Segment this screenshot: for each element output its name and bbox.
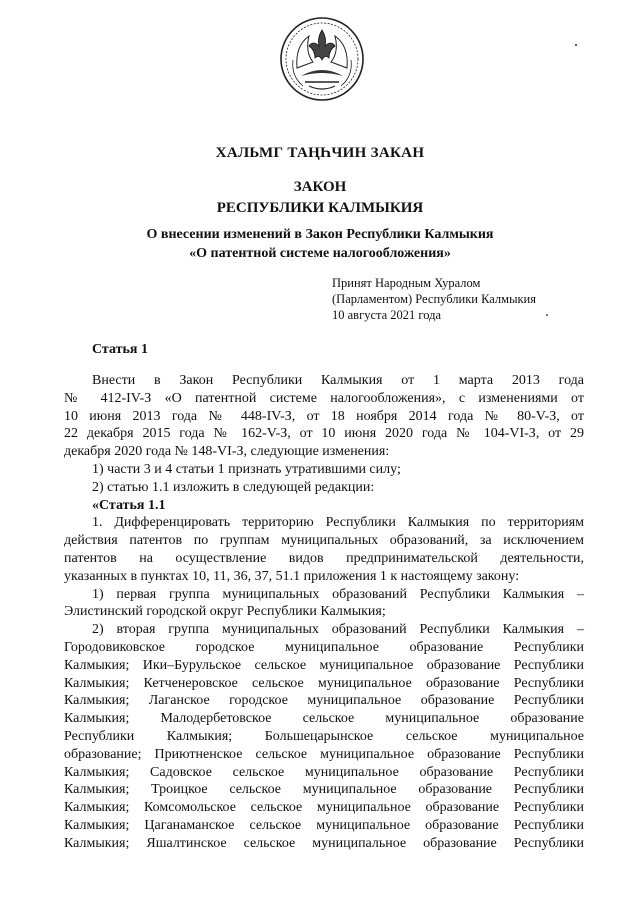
law-subject-line-2: «О патентной системе налогообложения» [189, 246, 451, 261]
text-line: декабря 2020 года № 148-VI-З, следующие изменения: [64, 444, 390, 460]
adoption-line-1: Принят Народным Хуралом [332, 276, 481, 290]
text-line: Элистинский городской округ Республики Калмыкия; [64, 604, 386, 620]
text-line: Калмыкия; Комсомольское сельское муниципальное образование Республики [64, 800, 584, 816]
article-heading: Статья 1 [92, 342, 148, 357]
law-subject-line-1: О внесении изменений в Закон Республики Калмыкия [146, 227, 494, 242]
adoption-note [332, 275, 536, 323]
text-line: Городовиковское городское муниципальное образование Республики [64, 639, 584, 655]
list-item: 2) статью 1.1 изложить в следующей редакции: [92, 479, 375, 495]
text-line: 22 декабря 2015 года № 162-V-З, от 10 июня 2020 года № 104-VI-З, от 29 [64, 426, 584, 442]
text-line: Калмыкия; Ики–Бурульское сельское муниципальное образование Республики [64, 657, 584, 673]
scan-speck [575, 44, 577, 46]
text-line: Калмыкия; Кетченеровское сельское муниципальное образование Республики [64, 675, 584, 691]
article-body [64, 372, 584, 853]
law-title-line-2: РЕСПУБЛИКИ КАЛМЫКИЯ [216, 200, 424, 216]
list-item: 1) первая группа муниципальных образований Республики Калмыкия – [92, 586, 584, 602]
text-line: 10 июня 2013 года № 448-IV-З, от 18 ноября 2014 года № 80-V-З, от [64, 408, 584, 424]
list-item: 2) вторая группа муниципальных образований Республики Калмыкия – [92, 622, 584, 638]
text-line: Калмыкия; Яшалтинское сельское муниципальное образование Республики [64, 835, 584, 851]
text-line: образование; Приютненское сельское муниципальное образование Республики [64, 746, 584, 762]
text-line: действия патентов по группам муниципальных образований, за исключением [64, 533, 584, 549]
law-subject [0, 225, 640, 263]
law-title [0, 177, 640, 219]
adoption-date: 10 августа 2021 года [332, 308, 442, 322]
text-line: 1. Дифференцировать территорию Республики Калмыкия по территориям [92, 515, 584, 531]
scan-speck [546, 314, 548, 316]
adoption-line-2: (Парламентом) Республики Калмыкия [332, 292, 536, 306]
text-line: Калмыкия; Цаганаманское сельское муниципальное образование Республики [64, 817, 584, 833]
kalmyk-law-title: ХАЛЬМГ ТАҢҺЧИН ЗАКАН [215, 145, 425, 161]
quoted-article-heading: «Статья 1.1 [92, 497, 166, 513]
text-line: патентов на осуществление видов предпринимательской деятельности, [64, 550, 584, 566]
text-line: Республики Калмыкия; Большецарынское сельское муниципальное [64, 728, 584, 744]
text-line: Калмыкия; Садовское сельское муниципальное образование Республики [64, 764, 584, 780]
kalmykia-coat-of-arms-emblem [279, 16, 365, 102]
text-line: Внести в Закон Республики Калмыкия от 1 марта 2013 года [92, 373, 584, 388]
text-line: Калмыкия; Троицкое сельское муниципальное образование Республики [64, 782, 584, 798]
law-title-line-1: ЗАКОН [293, 179, 347, 195]
text-line: указанных в пунктах 10, 11, 36, 37, 51.1 приложения 1 к настоящему закону: [64, 568, 520, 584]
text-line: Калмыкия; Лаганское городское муниципальное образование Республики [64, 693, 584, 709]
text-line: № 412-IV-З «О патентной системе налогообложения», с изменениями от [64, 390, 584, 406]
list-item: 1) части 3 и 4 статьи 1 признать утратившими силу; [92, 461, 401, 477]
text-line: Калмыкия; Малодербетовское сельское муниципальное образование [64, 711, 584, 727]
